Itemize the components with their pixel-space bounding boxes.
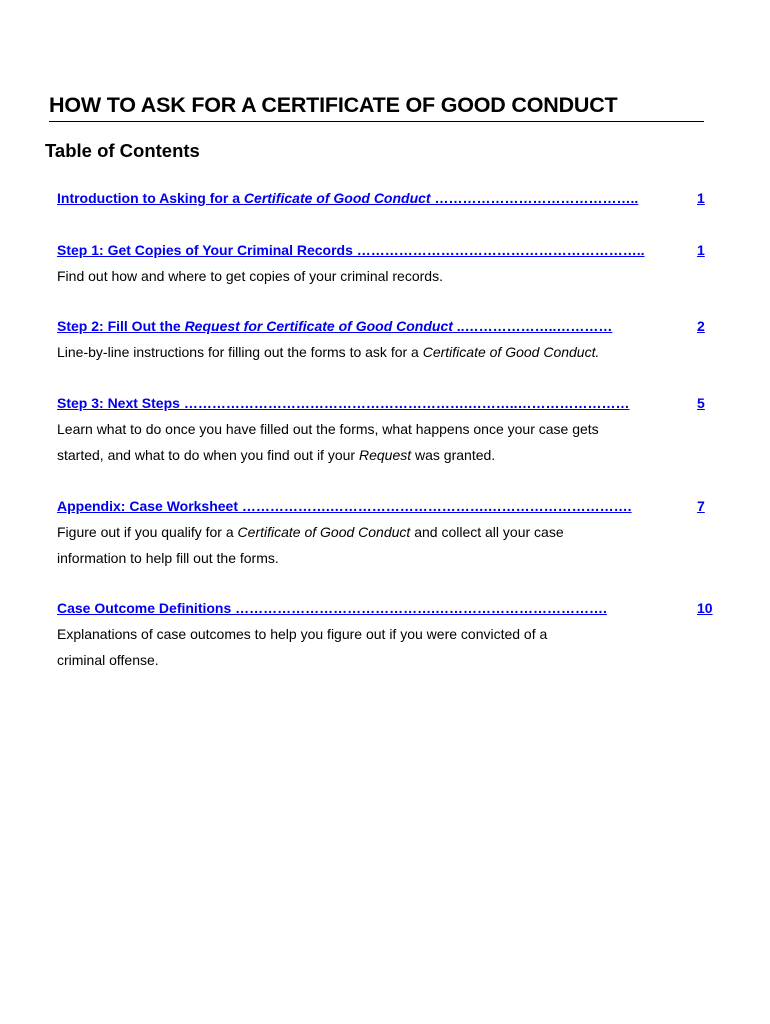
toc-link-step-3[interactable] (57, 393, 684, 413)
toc-description-italic-text: Request (358, 447, 412, 463)
toc-link-introduction[interactable] (57, 188, 684, 208)
toc-description-line: Learn what to do once you have filled out the forms, what happens once your case gets (57, 421, 599, 437)
toc-link-text: Introduction to Asking for a (57, 190, 244, 206)
toc-description (57, 519, 697, 571)
toc-link-step-2[interactable] (57, 316, 684, 336)
toc-description-text: Line-by-line instructions for filling out the forms to ask for a (57, 344, 423, 360)
toc-link-appendix[interactable] (57, 496, 684, 516)
toc-link-italic-text: Request for Certificate of Good Conduct (184, 318, 453, 334)
toc-page-number[interactable]: 5 (697, 395, 705, 411)
toc-page-number[interactable]: 7 (697, 498, 705, 514)
toc-link-step-1[interactable] (57, 240, 684, 260)
toc-link-italic-text: Certificate of Good Conduct (243, 190, 431, 206)
toc-description-text: Find out how and where to get copies of your criminal records. (57, 268, 443, 284)
toc-link-text: Step 1: Get Copies of Your Criminal Records …………………………………………………….. (57, 242, 645, 258)
toc-heading: Table of Contents (45, 140, 200, 161)
document-title: HOW TO ASK FOR A CERTIFICATE OF GOOD CONDUCT (49, 93, 704, 122)
toc-description-text: was granted. (411, 447, 496, 463)
toc-description-line: information to help fill out the forms. (57, 550, 279, 566)
toc-link-leader: ..………………..………… (452, 318, 613, 334)
toc-page-number[interactable]: 2 (697, 318, 705, 334)
toc-entry-case-outcome-definitions (57, 598, 717, 673)
toc-entry-step-3 (57, 393, 717, 468)
toc-page-number[interactable]: 10 (697, 600, 713, 616)
toc-entry-step-1 (57, 240, 717, 289)
toc-entry-appendix (57, 496, 717, 571)
toc-entry-introduction (57, 188, 717, 208)
toc-description (57, 621, 697, 673)
toc-page-number[interactable]: 1 (697, 242, 705, 258)
toc-description (57, 339, 697, 365)
toc-description-line (57, 519, 697, 545)
toc-description-text: and collect all your case (410, 524, 564, 540)
toc-description (57, 263, 697, 289)
toc-link-text: Step 3: Next Steps …………………………………………………….………..…………………… (57, 395, 630, 411)
toc-link-text: Appendix: Case Worksheet ……………….…………………………….…………………………. (57, 498, 632, 514)
toc-link-case-outcome-definitions[interactable] (57, 598, 684, 618)
toc-link-text: Case Outcome Definitions …………………………………….………………………………. (57, 600, 607, 616)
toc-description-italic-text: Certificate of Good Conduct (237, 524, 411, 540)
toc-description-text: started, and what to do when you find out if your (57, 447, 359, 463)
toc-entry-step-2 (57, 316, 717, 365)
toc-link-text: Step 2: Fill Out the (57, 318, 185, 334)
toc-description-line (57, 442, 697, 468)
toc-description (57, 416, 697, 468)
toc-link-leader: …………………………………….. (430, 190, 639, 206)
toc-description-line: criminal offense. (57, 652, 159, 668)
toc-page-number[interactable]: 1 (697, 190, 705, 206)
toc-description-line: Explanations of case outcomes to help you figure out if you were convicted of a (57, 626, 548, 642)
toc-description-text: Figure out if you qualify for a (57, 524, 238, 540)
toc-description-italic-text: Certificate of Good Conduct. (422, 344, 600, 360)
